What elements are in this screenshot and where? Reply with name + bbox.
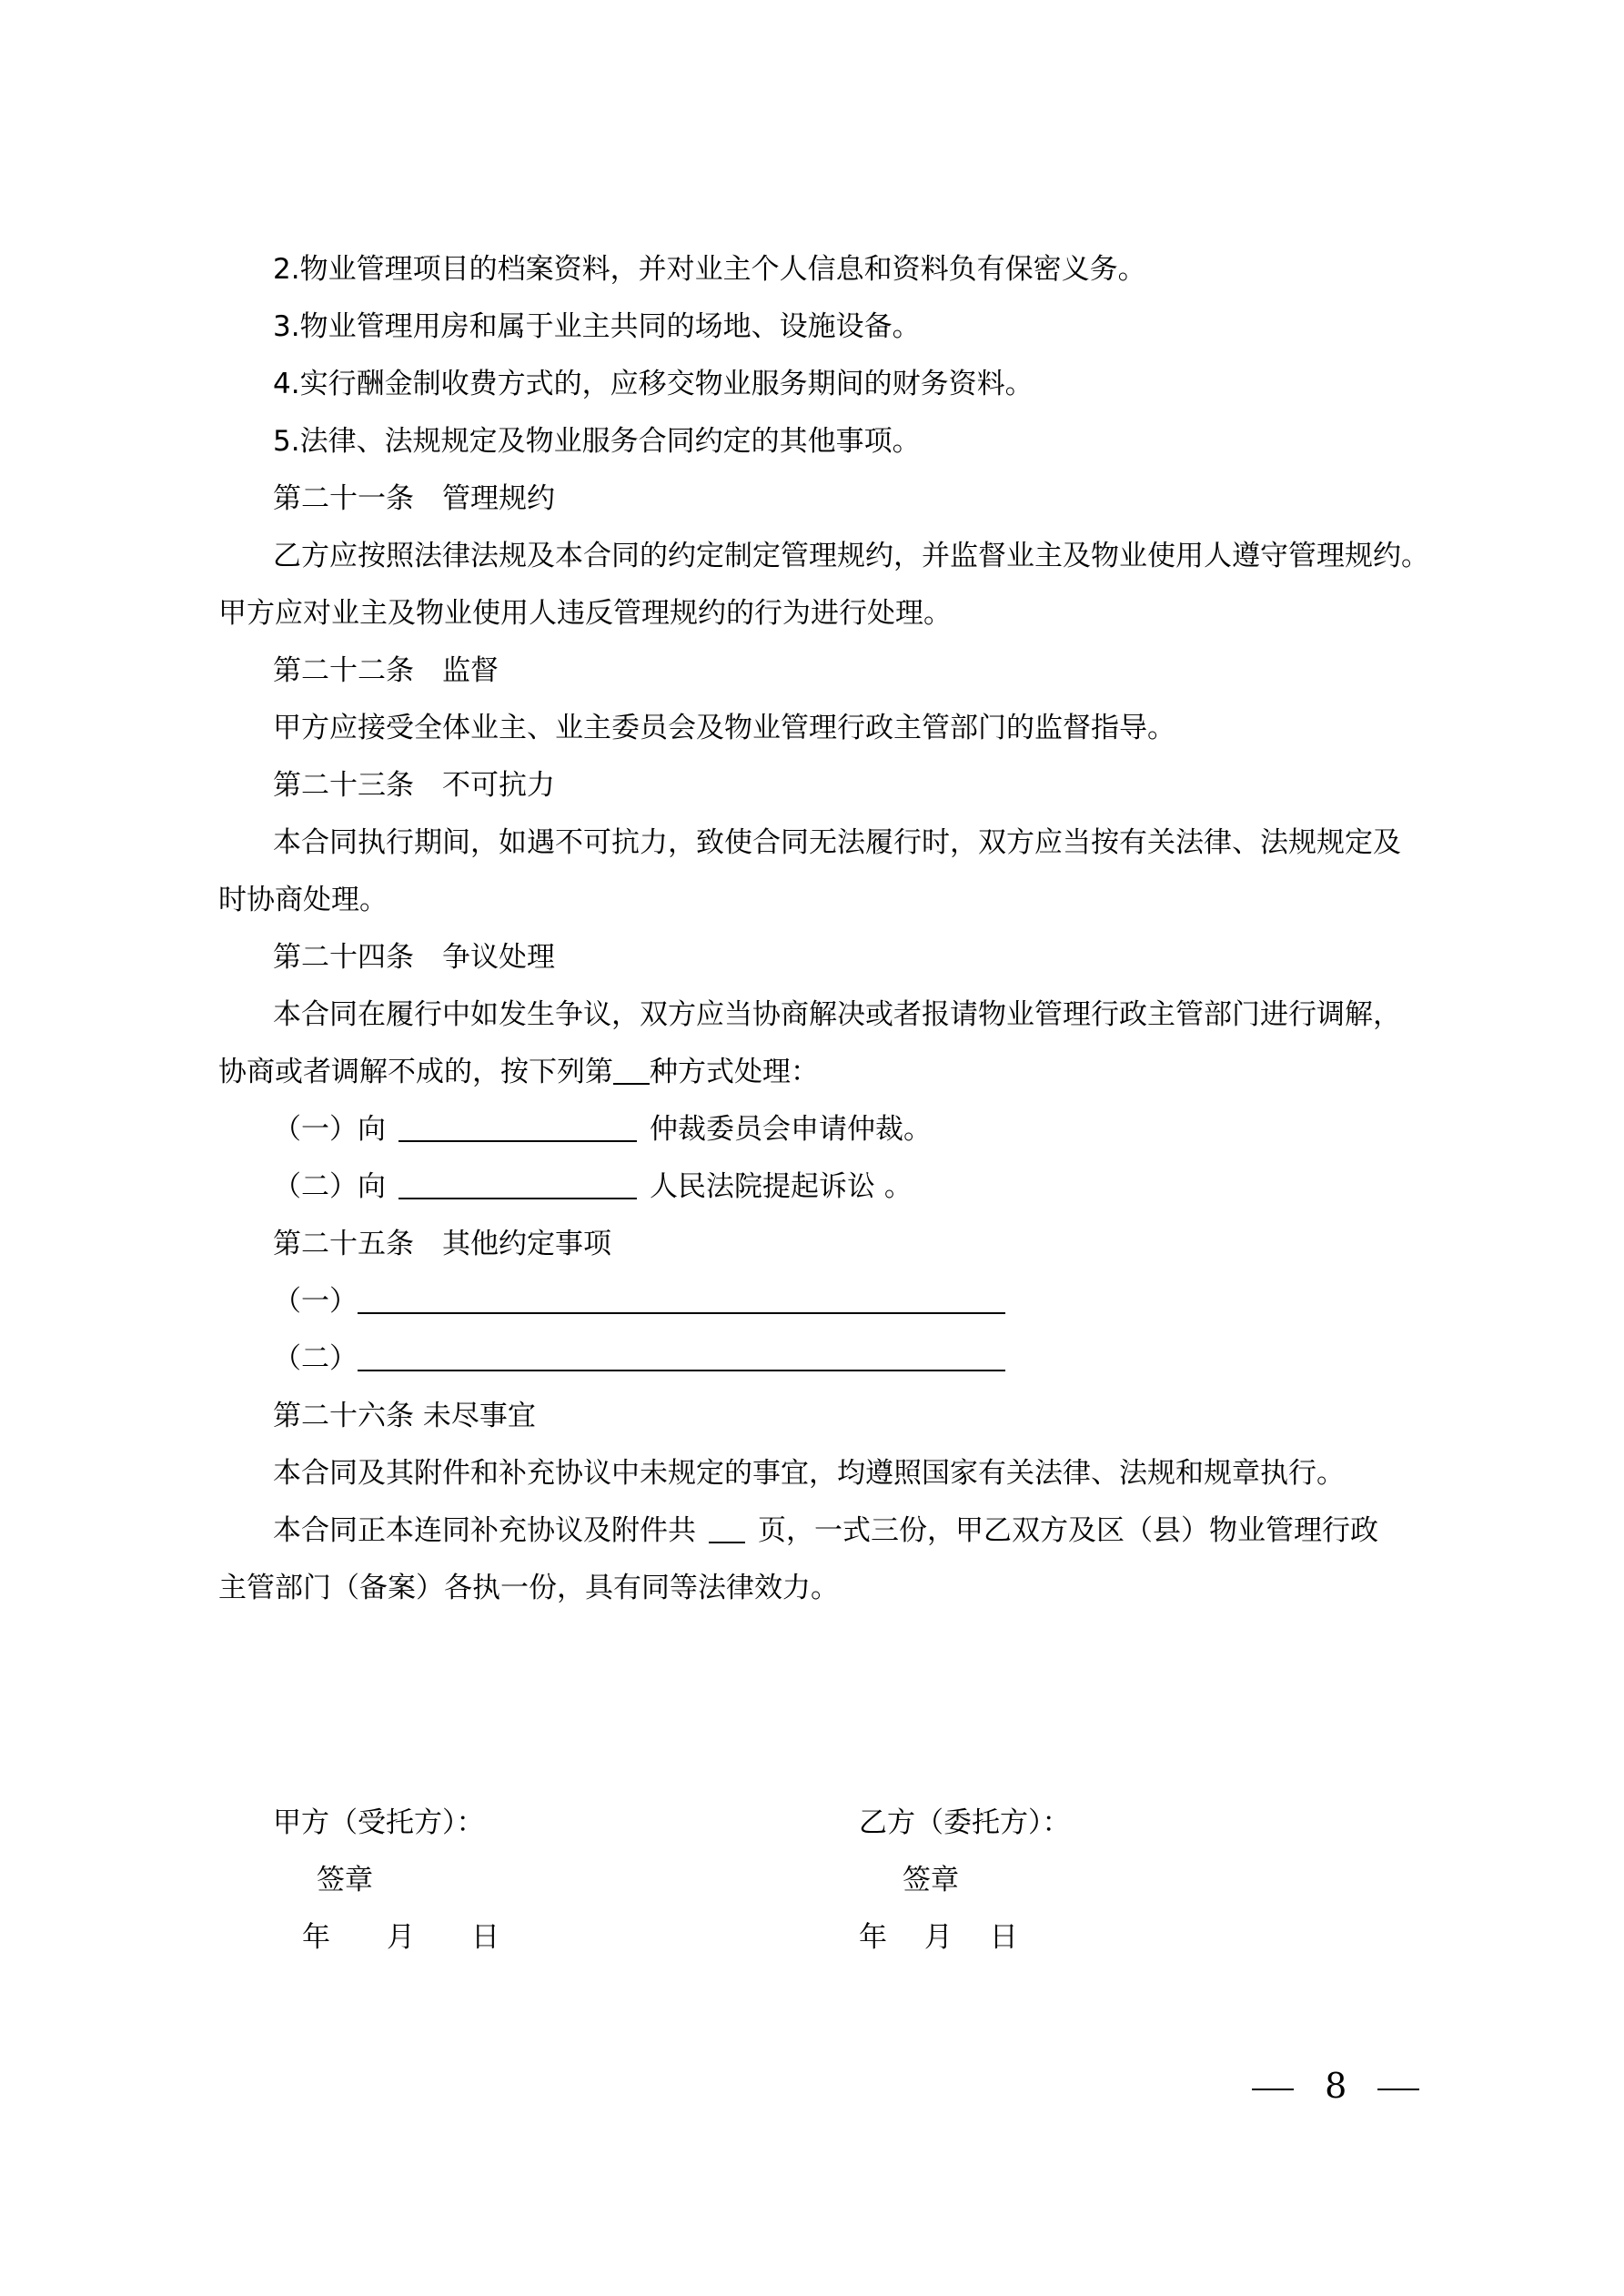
clause-item-2: 2.物业管理项目的档案资料，并对业主个人信息和资料负有保密义务。	[273, 253, 1146, 286]
article-23-text-cont: 时协商处理。	[218, 884, 388, 916]
page-number-dash-right	[1377, 2089, 1419, 2090]
court-name-blank[interactable]	[398, 1170, 637, 1199]
article-24-option-1	[273, 1111, 932, 1148]
method-number-blank[interactable]	[613, 1056, 650, 1085]
article-24-text: 本合同在履行中如发生争议，双方应当协商解决或者报请物业管理行政主管部门进行调解，	[273, 998, 1401, 1031]
clause-item-4: 4.实行酬金制收费方式的，应移交物业服务期间的财务资料。	[273, 368, 1034, 400]
party-b-label: 乙方（委托方）：	[859, 1806, 1071, 1839]
article-21-text-cont: 甲方应对业主及物业使用人违反管理规约的行为进行处理。	[218, 597, 952, 630]
party-a-date: 年 月 日	[302, 1921, 499, 1954]
article-21-text: 乙方应按照法律法规及本合同的约定制定管理规约，并监督业主及物业使用人遵守管理规约。	[273, 540, 1429, 572]
page-number	[1252, 2068, 1419, 2104]
option-2-prefix: （二）向	[273, 1170, 386, 1203]
article-25-item-2	[273, 1340, 1005, 1377]
article-24-heading: 第二十四条 争议处理	[273, 941, 555, 974]
party-b-seal-label: 签章	[903, 1864, 959, 1896]
article-26-text-pre: 本合同正本连同补充协议及附件共	[273, 1514, 696, 1547]
article-23-text: 本合同执行期间，如遇不可抗力，致使合同无法履行时，双方应当按有关法律、法规规定及	[273, 826, 1401, 859]
page-number-value: 8	[1325, 2066, 1347, 2106]
article-26-text-2	[273, 1512, 1378, 1549]
arbitration-commission-blank[interactable]	[398, 1113, 637, 1142]
option-2-suffix: 人民法院提起诉讼 。	[650, 1170, 913, 1203]
article-26-text-cont: 主管部门（备案）各执一份，具有同等法律效力。	[218, 1572, 839, 1604]
article-24-text-cont	[218, 1054, 819, 1090]
clause-item-5: 5.法律、法规规定及物业服务合同约定的其他事项。	[273, 425, 921, 458]
article-25-heading: 第二十五条 其他约定事项	[273, 1228, 611, 1260]
article-26-heading: 第二十六条 未尽事宜	[273, 1400, 536, 1432]
item-1-prefix: （一）	[273, 1285, 358, 1318]
clause-item-3: 3.物业管理用房和属于业主共同的场地、设施设备。	[273, 310, 921, 343]
article-24-text-post: 种方式处理：	[650, 1056, 819, 1088]
option-1-suffix: 仲裁委员会申请仲裁。	[650, 1113, 932, 1146]
article-26-text-post: 页，一式三份，甲乙双方及区（县）物业管理行政	[758, 1514, 1378, 1547]
party-a-label: 甲方（受托方）：	[273, 1806, 485, 1839]
page-number-dash-left	[1252, 2089, 1294, 2090]
page-count-blank[interactable]	[709, 1514, 745, 1543]
party-b-date: 年 月 日	[859, 1921, 1018, 1954]
article-22-heading: 第二十二条 监督	[273, 654, 499, 687]
article-22-text: 甲方应接受全体业主、业主委员会及物业管理行政主管部门的监督指导。	[273, 712, 1175, 744]
article-23-heading: 第二十三条 不可抗力	[273, 769, 555, 802]
article-26-text: 本合同及其附件和补充协议中未规定的事宜，均遵照国家有关法律、法规和规章执行。	[273, 1457, 1345, 1490]
party-a-seal-label: 签章	[317, 1864, 373, 1896]
article-24-text-pre: 协商或者调解不成的，按下列第	[218, 1056, 613, 1088]
option-1-prefix: （一）向	[273, 1113, 386, 1146]
other-matter-1-blank[interactable]	[358, 1285, 1005, 1314]
article-21-heading: 第二十一条 管理规约	[273, 482, 555, 515]
other-matter-2-blank[interactable]	[358, 1342, 1005, 1371]
article-24-option-2	[273, 1168, 913, 1205]
article-25-item-1	[273, 1283, 1005, 1320]
item-2-prefix: （二）	[273, 1342, 358, 1375]
